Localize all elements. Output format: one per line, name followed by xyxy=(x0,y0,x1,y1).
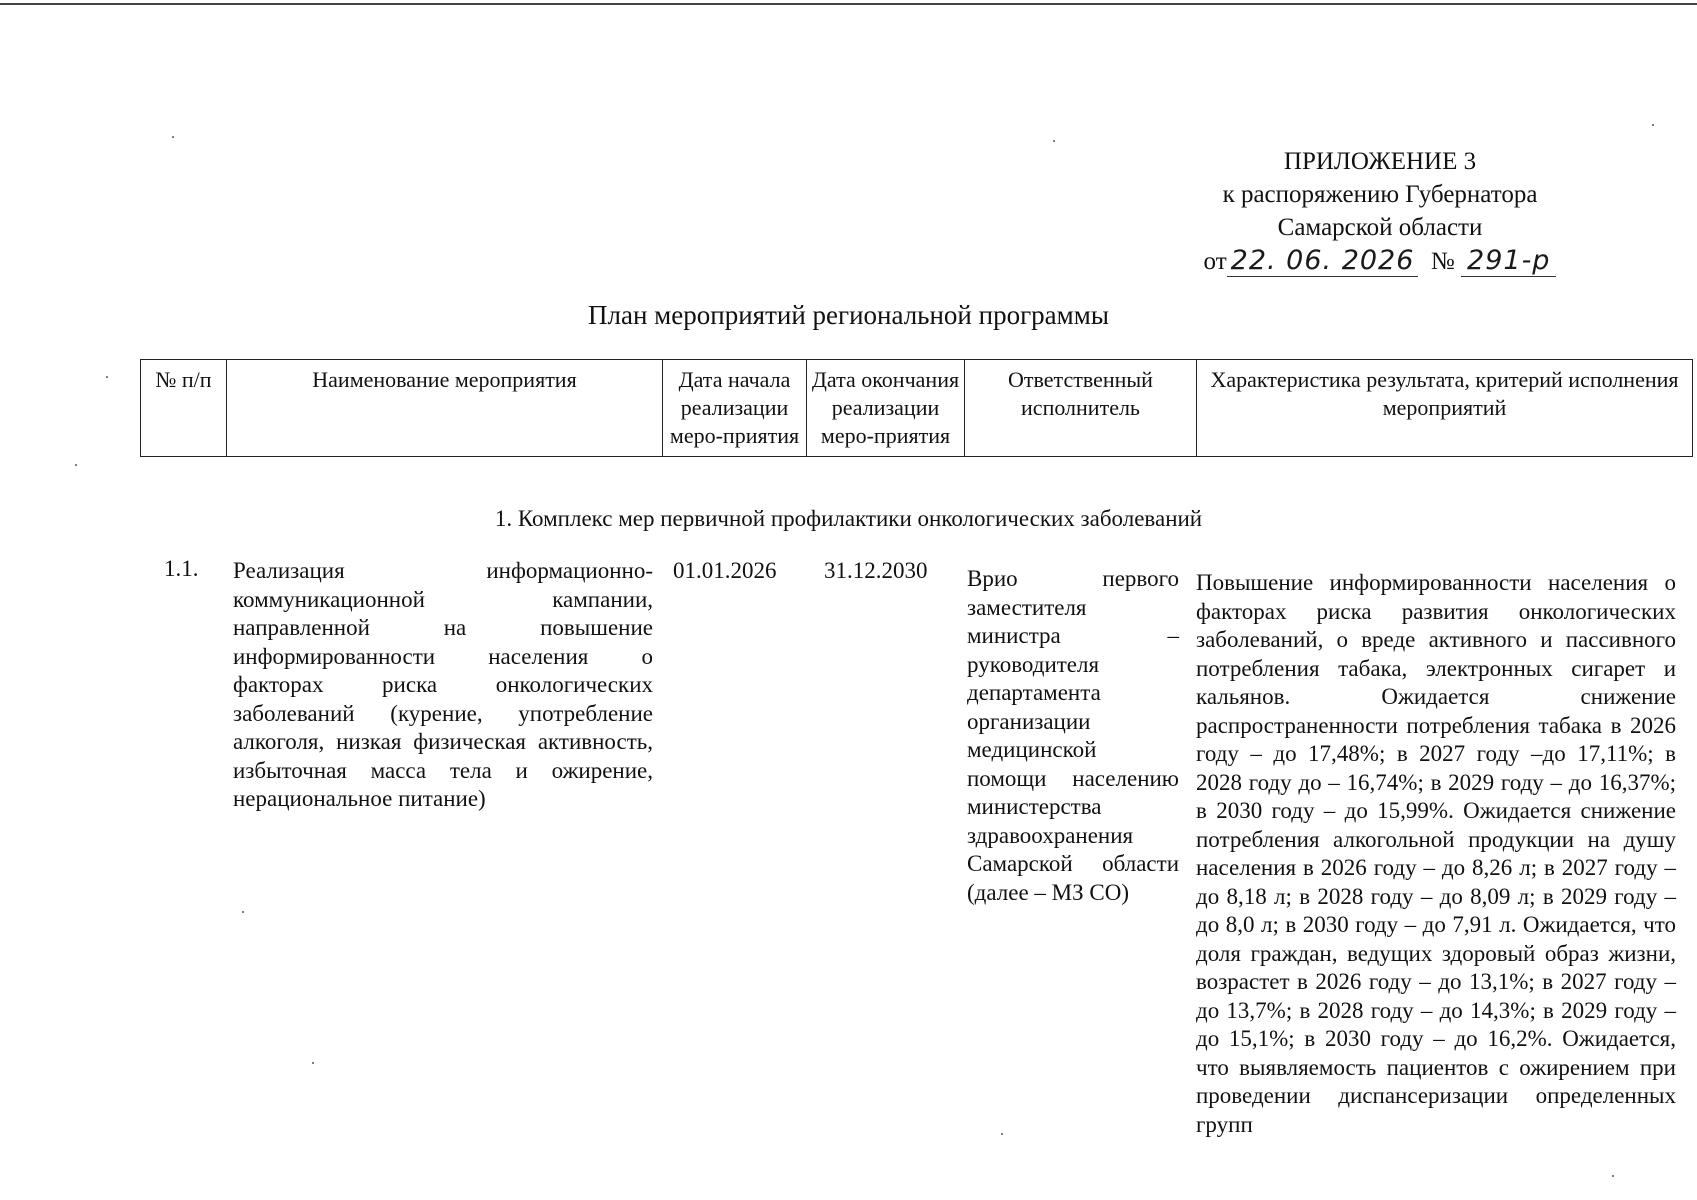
appendix-region-line: Самарской области xyxy=(1277,214,1483,241)
scan-top-border xyxy=(0,3,1697,5)
col-end-date: Дата окончания реализации меро-приятия xyxy=(807,360,965,457)
plan-table-header xyxy=(140,359,1693,457)
scan-speck xyxy=(1612,1175,1614,1177)
date-prefix: от xyxy=(1203,248,1227,275)
section-title: 1. Комплекс мер первичной профилактики онкологических заболеваний xyxy=(494,506,1203,531)
scan-speck xyxy=(312,1062,314,1064)
row-number: 1.1. xyxy=(164,556,199,581)
number-prefix: № xyxy=(1430,248,1455,275)
scan-speck xyxy=(75,464,77,466)
scan-speck xyxy=(1001,1133,1003,1135)
col-name: Наименование мероприятия xyxy=(227,360,663,457)
handwritten-number: 291-р xyxy=(1461,245,1556,277)
scan-speck xyxy=(106,376,108,378)
appendix-decree-line: к распоряжению Губернатора xyxy=(1222,181,1538,208)
scan-speck xyxy=(1652,124,1654,126)
appendix-title: ПРИЛОЖЕНИЕ 3 xyxy=(1283,148,1477,175)
row-result: Повышение информированности населения о факторах риска развития онкологических заболеваний, о вреде активного и пассивного потребления табака, электронных сигарет и кальянов. Ожидается снижение распространенности потребления табака в 2026 году – до 17,48%; в 2027 году –до 17,11%; в 2028 году до – 16,74%; в 2029 году – до 16,37%; в 2030 году – до 15,99%. Ожидается снижение потребления алкогольной продукции на душу населения в 2026 году – до 8,26 л; в 2027 году – до 8,18 л; в 2028 году – до 8,09 л; в 2029 году – до 8,0 л; в 2030 году – до 7,91 л. Ожидается, что доля граждан, ведущих здоровый образ жизни, возрастет в 2026 году – до 13,1%; в 2027 году – до 13,7%; в 2028 году – до 14,3%; в 2029 году – до 15,1%; в 2030 году – до 16,2%. Ожидается, что выявляемость пациентов с ожирением при проведении диспансеризации определенных групп xyxy=(1196,570,1676,1137)
scan-speck xyxy=(242,911,244,913)
row-end-date: 31.12.2030 xyxy=(824,558,928,583)
appendix-header xyxy=(1160,145,1600,278)
row-event-name: Реализация информационно-коммуникационной кампании, направленной на повышение информированности населения о факторах риска онкологических заболеваний (курение, употребление алкоголя, низкая физическая активность, избыточная масса тела и ожирение, нерациональное питание) xyxy=(233,558,653,811)
plan-title: План мероприятий региональной программы xyxy=(588,300,1109,330)
col-start-date: Дата начала реализации меро-приятия xyxy=(663,360,807,457)
col-responsible: Ответственный исполнитель xyxy=(965,360,1197,457)
handwritten-date: 22. 06. 2026 xyxy=(1227,245,1419,277)
col-num: № п/п xyxy=(141,360,227,457)
row-responsible: Врио первого заместителя министра – руководителя департамента организации медицинской помощи населению министерства здравоохранения Самарской области (далее – МЗ СО) xyxy=(967,566,1179,905)
col-result: Характеристика результата, критерий исполнения мероприятий xyxy=(1197,360,1693,457)
row-start-date: 01.01.2026 xyxy=(673,558,777,583)
scan-speck xyxy=(172,136,174,138)
decree-date-number xyxy=(1160,244,1600,278)
scan-speck xyxy=(1053,140,1055,142)
